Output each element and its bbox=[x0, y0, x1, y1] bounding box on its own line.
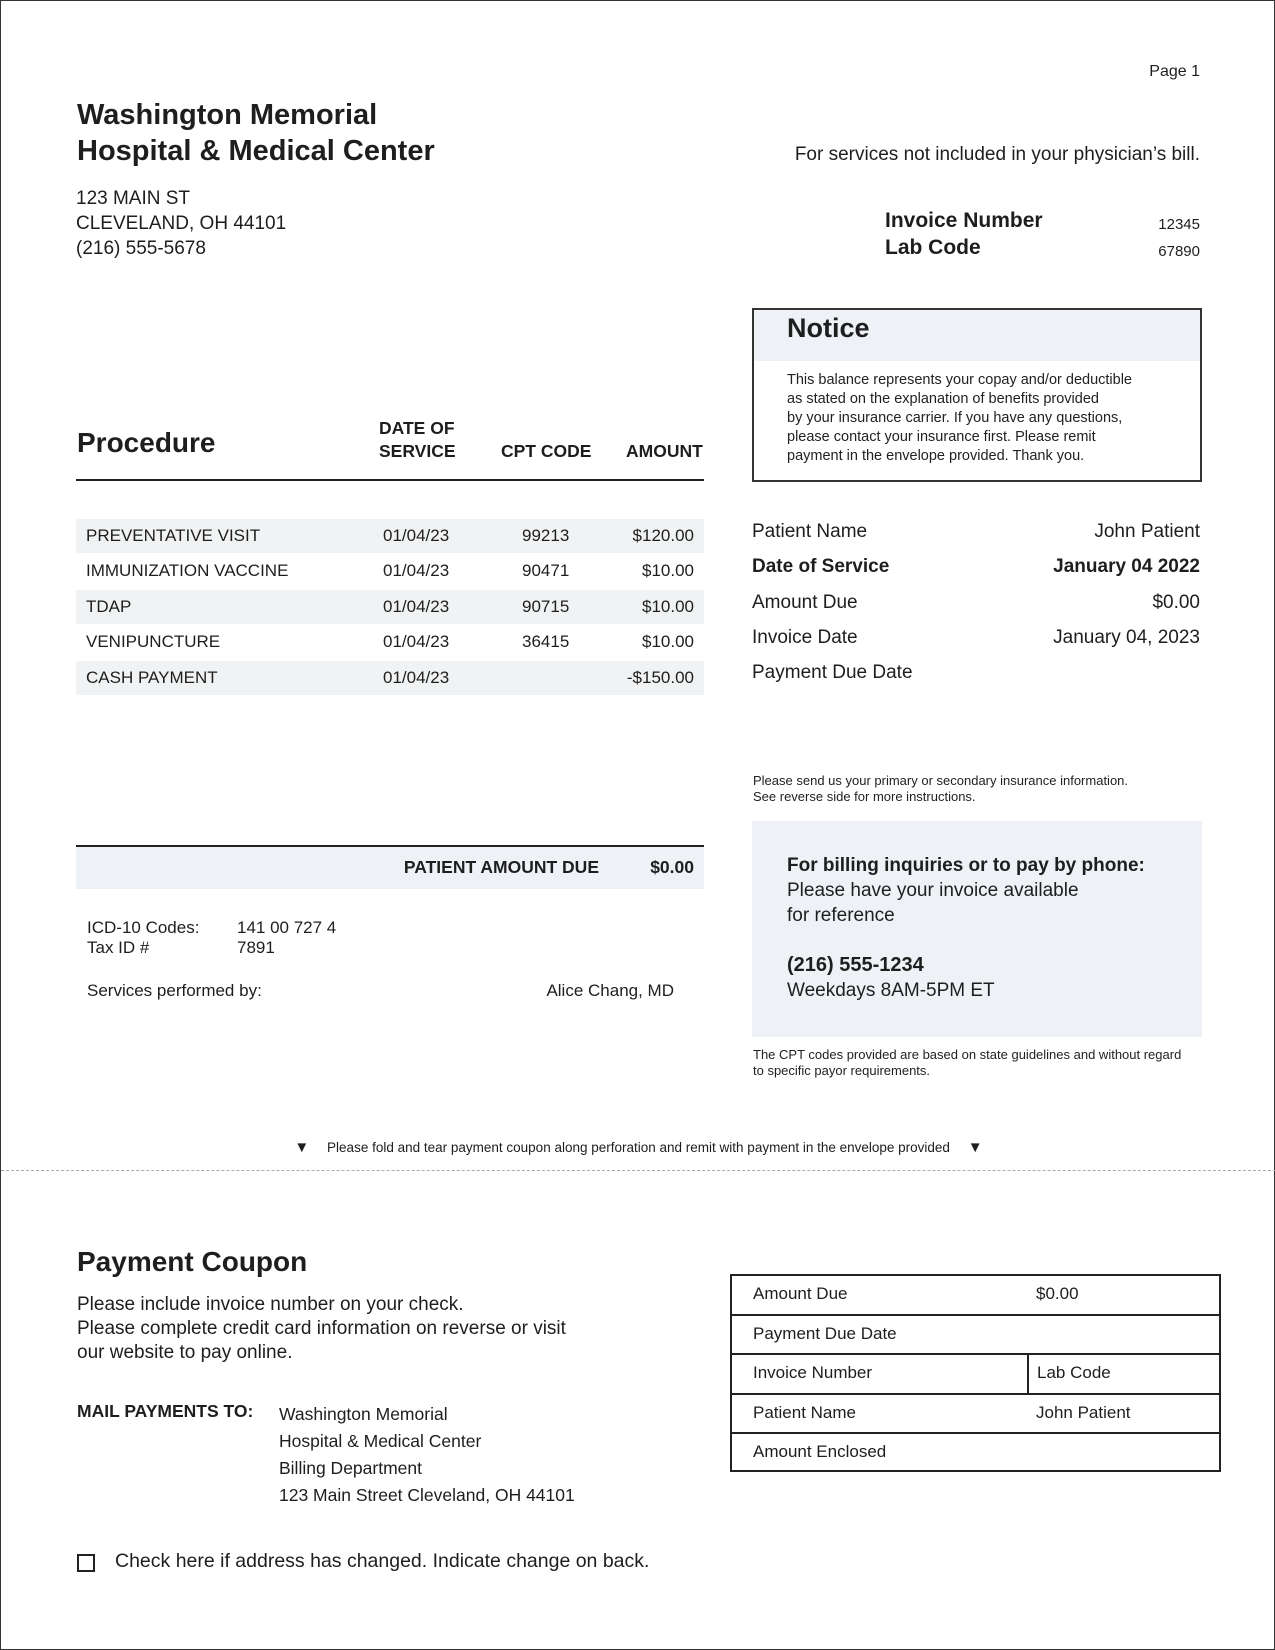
insurance-note bbox=[753, 773, 1128, 805]
page-number: Page 1 bbox=[1149, 63, 1200, 80]
coupon-line1: Please include invoice number on your check. bbox=[77, 1294, 464, 1315]
icd-codes-label: ICD-10 Codes: bbox=[87, 918, 200, 937]
procedure-title: Procedure bbox=[77, 427, 216, 458]
invoice-number-value: 12345 bbox=[1158, 216, 1200, 233]
patient-amount-due-value: $0.00 bbox=[650, 857, 694, 877]
procedure-date: 01/04/23 bbox=[383, 561, 450, 580]
mail-address-line1: Washington Memorial bbox=[279, 1404, 448, 1424]
procedure-date: 01/04/23 bbox=[383, 526, 450, 545]
coupon-lab-code-label: Lab Code bbox=[1037, 1363, 1111, 1382]
invoice-number-label: Invoice Number bbox=[885, 209, 1043, 232]
invoice-date-value: January 04, 2023 bbox=[1053, 627, 1200, 648]
procedure-desc: PREVENTATIVE VISIT bbox=[86, 526, 261, 545]
lab-code-label: Lab Code bbox=[885, 236, 981, 259]
coupon-row-amount-due bbox=[732, 1276, 1219, 1316]
patient-name-value: John Patient bbox=[1094, 521, 1200, 542]
cpt-note bbox=[753, 1047, 1181, 1079]
date-of-service-value: January 04 2022 bbox=[1053, 556, 1200, 577]
lab-code-value: 67890 bbox=[1158, 243, 1200, 260]
hospital-street: 123 MAIN ST bbox=[76, 188, 191, 209]
coupon-row-amount-enclosed bbox=[732, 1434, 1219, 1474]
procedure-desc: CASH PAYMENT bbox=[86, 668, 218, 687]
coupon-amount-due-label: Amount Due bbox=[753, 1284, 848, 1303]
procedure-cpt: 99213 bbox=[522, 526, 570, 545]
table-row bbox=[76, 590, 704, 624]
notice-box bbox=[752, 308, 1202, 482]
procedure-amount: -$150.00 bbox=[626, 668, 694, 687]
table-row bbox=[76, 625, 704, 659]
col-header-date bbox=[379, 417, 456, 463]
notice-line: by your insurance carrier. If you have any questions, bbox=[787, 410, 1123, 426]
col-header-cpt: CPT CODE bbox=[501, 441, 592, 461]
fold-instruction bbox=[1, 1139, 1275, 1156]
coupon-amount-due-value: $0.00 bbox=[1036, 1284, 1079, 1303]
procedure-date: 01/04/23 bbox=[383, 632, 450, 651]
procedure-amount: $10.00 bbox=[642, 597, 694, 616]
procedure-cpt: 90715 bbox=[522, 597, 570, 616]
notice-title: Notice bbox=[754, 310, 1200, 361]
tax-id-label: Tax ID # bbox=[87, 938, 150, 957]
insurance-note-line1: Please send us your primary or secondary insurance information. bbox=[753, 773, 1129, 788]
amount-due-label: Amount Due bbox=[752, 592, 858, 613]
table-row bbox=[76, 554, 704, 588]
icd-codes-value: 141 00 727 4 bbox=[237, 918, 337, 937]
billing-heading: For billing inquiries or to pay by phone: bbox=[787, 855, 1145, 876]
coupon-amount-enclosed-label: Amount Enclosed bbox=[753, 1442, 887, 1461]
patient-amount-due-label: PATIENT AMOUNT DUE bbox=[403, 857, 599, 877]
down-arrow-icon: ▼ bbox=[294, 1139, 310, 1156]
performed-by-label: Services performed by: bbox=[87, 981, 262, 1000]
procedure-date: 01/04/23 bbox=[383, 597, 450, 616]
procedure-desc: VENIPUNCTURE bbox=[86, 632, 221, 651]
procedure-amount: $10.00 bbox=[642, 632, 694, 651]
coupon-line2: Please complete credit card information on reverse or visit bbox=[77, 1318, 566, 1339]
hospital-name-line1: Washington Memorial bbox=[77, 99, 378, 131]
payment-due-date-label: Payment Due Date bbox=[752, 662, 913, 683]
cpt-note-line1: The CPT codes provided are based on state guidelines and without regard bbox=[753, 1047, 1182, 1062]
address-changed-checkbox[interactable] bbox=[77, 1554, 95, 1572]
coupon-divider bbox=[1027, 1355, 1029, 1393]
billing-line2: for reference bbox=[787, 905, 895, 926]
mail-payments-label: MAIL PAYMENTS TO: bbox=[77, 1401, 254, 1421]
address-changed-label: Check here if address has changed. Indicate change on back. bbox=[115, 1550, 650, 1572]
tax-id-value: 7891 bbox=[237, 938, 275, 957]
perforation-line bbox=[1, 1170, 1275, 1171]
cpt-note-line2: to specific payor requirements. bbox=[753, 1063, 931, 1078]
mail-address-line2: Hospital & Medical Center bbox=[279, 1431, 482, 1451]
performed-by-value: Alice Chang, MD bbox=[546, 981, 674, 1000]
notice-line: please contact your insurance first. Please remit bbox=[787, 429, 1096, 445]
coupon-patient-name-value: John Patient bbox=[1036, 1402, 1131, 1422]
billing-line1: Please have your invoice available bbox=[787, 880, 1079, 901]
mail-address bbox=[279, 1401, 575, 1509]
coupon-row-payment-due-date bbox=[732, 1316, 1219, 1356]
fold-text: Please fold and tear payment coupon along perforation and remit with payment in the envelope provided bbox=[327, 1140, 950, 1155]
date-of-service-label: Date of Service bbox=[752, 556, 890, 577]
invoice-date-label: Invoice Date bbox=[752, 627, 858, 648]
notice-body bbox=[754, 361, 1200, 466]
coupon-title: Payment Coupon bbox=[77, 1246, 308, 1277]
coupon-payment-due-date-label: Payment Due Date bbox=[753, 1323, 897, 1343]
table-row bbox=[76, 519, 704, 553]
col-header-date-line2: SERVICE bbox=[379, 441, 456, 461]
hospital-name-line2: Hospital & Medical Center bbox=[77, 135, 435, 167]
insurance-note-line2: See reverse side for more instructions. bbox=[753, 789, 976, 804]
coupon-row-patient-name bbox=[732, 1395, 1219, 1435]
amount-due-value: $0.00 bbox=[1152, 592, 1200, 613]
procedure-cpt: 36415 bbox=[522, 632, 570, 651]
col-header-date-line1: DATE OF bbox=[379, 418, 455, 438]
notice-line: This balance represents your copay and/or deductible bbox=[787, 372, 1132, 388]
coupon-row-invoice-lab bbox=[732, 1355, 1219, 1395]
coupon-table bbox=[730, 1274, 1221, 1472]
hospital-name bbox=[77, 97, 435, 169]
procedure-date: 01/04/23 bbox=[383, 668, 450, 687]
mail-address-line3: Billing Department bbox=[279, 1458, 422, 1478]
coupon-patient-name-label: Patient Name bbox=[753, 1402, 856, 1422]
procedure-desc: IMMUNIZATION VACCINE bbox=[86, 561, 289, 580]
procedure-cpt: 90471 bbox=[522, 561, 570, 580]
mail-address-line4: 123 Main Street Cleveland, OH 44101 bbox=[279, 1485, 575, 1505]
notice-line: as stated on the explanation of benefits provided bbox=[787, 391, 1099, 407]
hospital-address bbox=[76, 186, 286, 261]
down-arrow-icon: ▼ bbox=[967, 1139, 983, 1156]
col-header-amount: AMOUNT bbox=[626, 441, 703, 461]
billing-hours: Weekdays 8AM-5PM ET bbox=[787, 980, 995, 1001]
patient-name-label: Patient Name bbox=[752, 521, 868, 542]
coupon-line3: our website to pay online. bbox=[77, 1342, 293, 1363]
billing-phone: (216) 555-1234 bbox=[787, 954, 924, 976]
patient-amount-due-bar bbox=[76, 845, 704, 889]
table-row bbox=[76, 661, 704, 695]
hospital-city: CLEVELAND, OH 44101 bbox=[76, 213, 287, 234]
coupon-instructions bbox=[77, 1293, 566, 1365]
procedure-desc: TDAP bbox=[86, 597, 132, 616]
procedure-amount: $10.00 bbox=[642, 561, 694, 580]
notice-line: payment in the envelope provided. Thank you. bbox=[787, 448, 1085, 464]
procedure-header-rule bbox=[76, 479, 704, 481]
coupon-invoice-number-label: Invoice Number bbox=[753, 1363, 873, 1382]
billing-info-box bbox=[752, 821, 1202, 1037]
bill-tagline: For services not included in your physician’s bill. bbox=[794, 144, 1200, 165]
procedure-amount: $120.00 bbox=[632, 526, 694, 545]
hospital-phone: (216) 555-5678 bbox=[76, 238, 206, 259]
